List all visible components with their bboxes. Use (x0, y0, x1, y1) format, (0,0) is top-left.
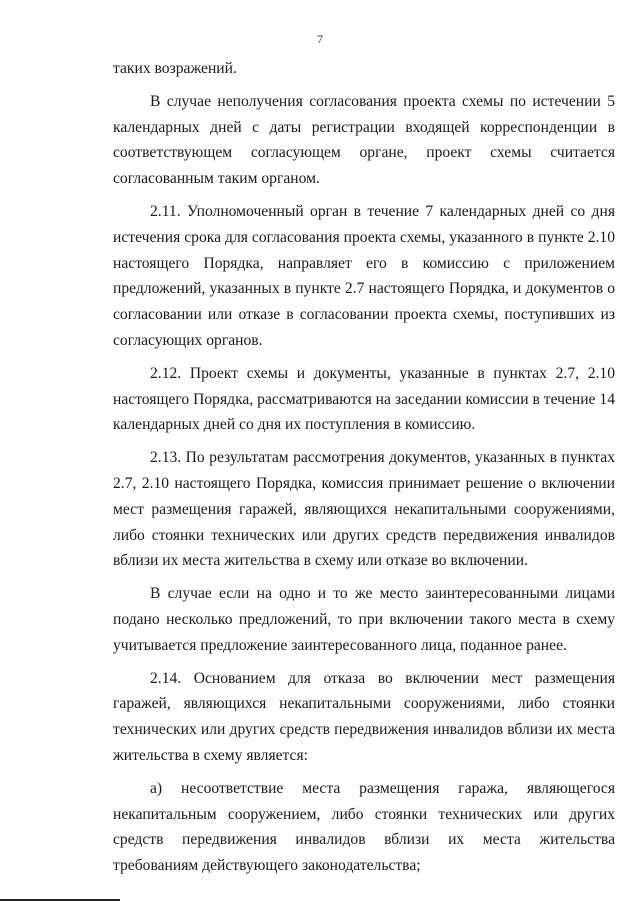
paragraph-2-12: 2.12. Проект схемы и документы, указанные в пунктах 2.7, 2.10 настоящего Порядка, рассматриваются на заседании комиссии в течение 14 календарных дней со дня их поступления в комиссию. (113, 364, 615, 434)
paragraph-2-13: 2.13. По результатам рассмотрения документов, указанных в пунктах 2.7, 2.10 настоящего Порядка, комиссия принимает решение о включении мест размещения гаражей, являющихся некапитальными сооружениями, либо стоянки технических или других средств передвижения инвалидов вблизи их места жительства в схему или отказе во включении. (113, 449, 615, 570)
document-body (113, 56, 615, 886)
paragraph-duplicate-proposals: В случае если на одно и то же место заинтересованными лицами подано несколько предложений, то при включении такого места в схему учитывается предложение заинтересованного лица, поданное ранее. (113, 585, 615, 654)
paragraph-2-11: 2.11. Уполномоченный орган в течение 7 календарных дней со дня истечения срока для согласования проекта схемы, указанного в пункте 2.10 настоящего Порядка, направляет его в комиссию с приложением предложений, указанных в пункте 2.7 настоящего Порядка, и документов о согласовании или отказе в согласовании проекта схемы, поступивших из согласующих органов. (113, 202, 615, 349)
paragraph-approval-timeout: В случае неполучения согласования проекта схемы по истечении 5 календарных дней с даты регистрации входящей корреспонденции в соответствующем согласующем органе, проект схемы считается согласованным таким органом. (113, 92, 615, 188)
paragraph-2-14: 2.14. Основанием для отказа во включении мест размещения гаражей, являющихся некапитальными сооружениями, либо стоянки технических или других средств передвижения инвалидов вблизи их места жительства в схему является: (113, 669, 615, 764)
paragraph-continuation: таких возражений. (113, 60, 237, 77)
paragraph-2-14-a: а) несоответствие места размещения гаража, являющегося некапитальным сооружением, либо стоянки технических или других средств передвижения инвалидов вблизи их места жительства требованиям действующего законодательства; (113, 779, 615, 875)
page-number: 7 (317, 32, 323, 46)
